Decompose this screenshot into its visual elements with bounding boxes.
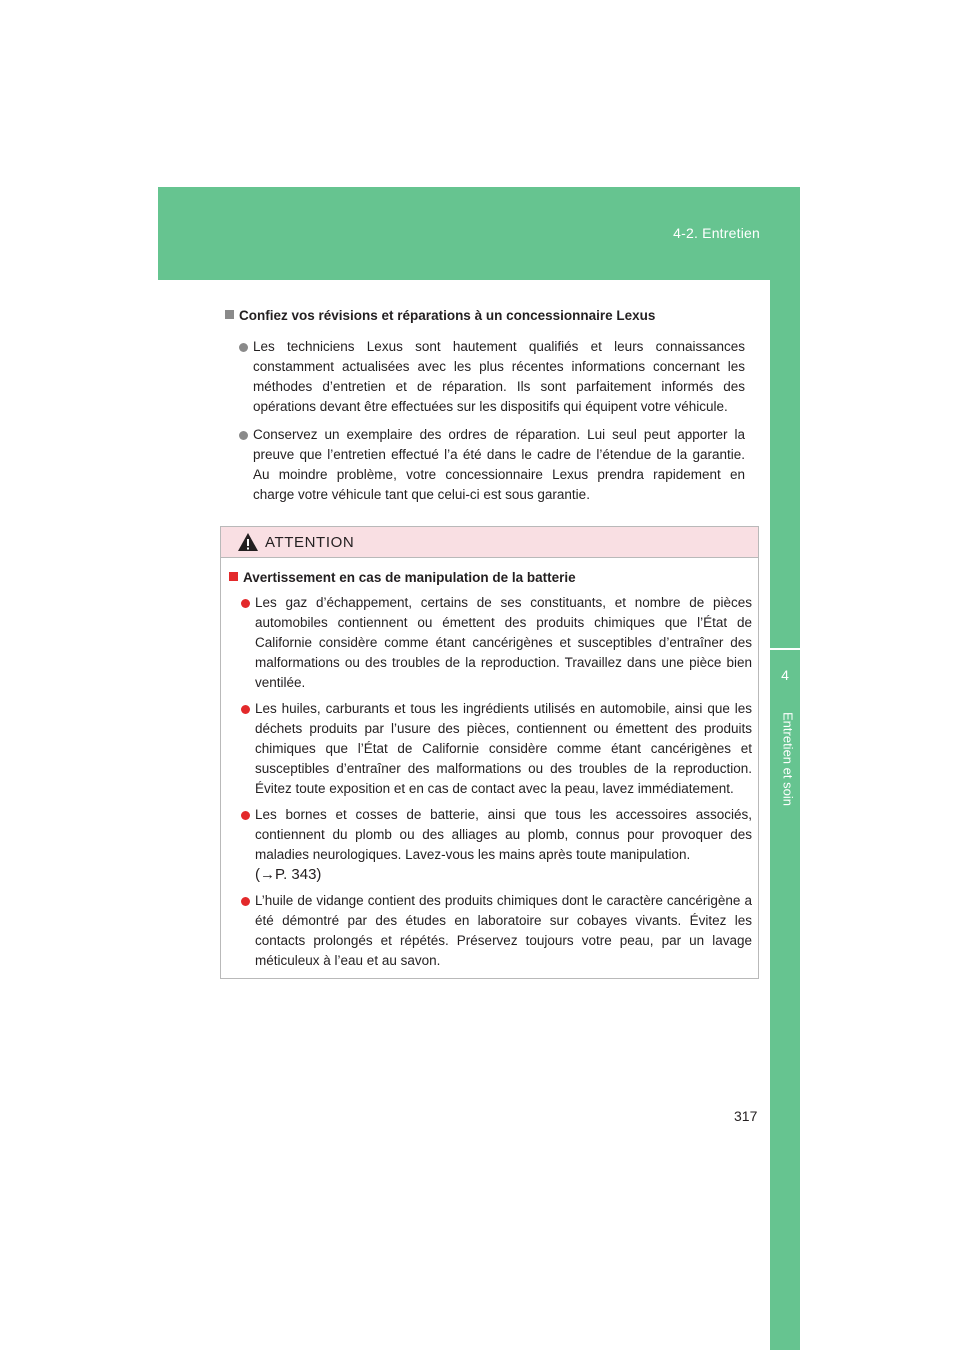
list-item [239, 337, 745, 417]
list-item-text: Conservez un exemplaire des ordres de réparation. Lui seul peut apporter la preuve que l’entretien effectué l’a été dans le cadre de l’étendue de la garantie. Au moindre problème, votre concessionnaire Lexus prendra rapidement en charge votre véhicule tant que celui-ci est sous garantie. [253, 427, 745, 502]
header-band [158, 187, 800, 280]
side-divider [770, 648, 800, 650]
warning-box [220, 526, 759, 979]
bullet-dot-icon [241, 897, 250, 906]
section-label: 4-2. Entretien [673, 225, 760, 241]
bullet-dot-icon [239, 343, 248, 352]
warning-heading-text: Avertissement en cas de manipulation de la batterie [243, 570, 576, 585]
list-item [239, 425, 745, 505]
warning-heading [229, 570, 752, 585]
list-item-text: Les gaz d’échappement, certains de ses constituants, et nombre de pièces automobiles contiennent ou émettent des produits chimiques que l’État de Californie considère comme étant cancérigènes et susceptibles d’entraîner des malformations ou des troubles de la reproduction. Travaillez dans une pièce bien ventilée. [255, 595, 752, 690]
list-item-text: Les huiles, carburants et tous les ingrédients utilisés en automobile, ainsi que les déchets produits par l’usure des pièces, contiennent ou émettent des produits chimiques que l’État de Californie considère comme étant cancérigènes et susceptibles d’entraîner des malformations ou des troubles de la reproduction. Évitez toute exposition et en cas de contact avec la peau, lavez immédiatement. [255, 701, 752, 796]
square-bullet-icon [225, 310, 234, 319]
warning-header [221, 527, 758, 558]
bullet-dot-icon [239, 431, 248, 440]
list-item-text: L’huile de vidange contient des produits chimiques dont le caractère cancérigène a été démontré par des études en laboratoire sur cobayes vivants. Évitez les contacts prolongés et répétés. Préservez toujours votre peau, par un lavage méticuleux à l’eau et au savon. [255, 893, 752, 968]
list-item-text: Les techniciens Lexus sont hautement qualifiés et leurs connaissances constamment actualisées avec les plus récentes informations concernant les méthodes d’entretien et de réparation. Ils sont parfaitement informés des opérations devant être effectuées sur les dispositifs qui équipent votre véhicule. [253, 339, 745, 414]
warning-title: ATTENTION [265, 533, 355, 551]
bullet-dot-icon [241, 599, 250, 608]
list-item-text [255, 805, 752, 885]
list-item [241, 891, 752, 971]
square-bullet-icon [229, 572, 238, 581]
intro-section [225, 308, 745, 513]
intro-heading-text: Confiez vos révisions et réparations à un concessionnaire Lexus [239, 308, 656, 323]
warning-body [221, 558, 758, 971]
list-item [241, 593, 752, 693]
page-number: 317 [734, 1108, 758, 1124]
intro-heading [225, 308, 745, 323]
bullet-dot-icon [241, 811, 250, 820]
bullet-dot-icon [241, 705, 250, 714]
list-item-body: Les bornes et cosses de batterie, ainsi que tous les accessoires associés, contiennent du plomb ou des alliages au plomb, connus pour provoquer des maladies neurologiques. Lavez-vous les mains après toute manipulation. [255, 807, 752, 862]
chapter-title-text: Entretien et soin [780, 712, 796, 806]
chapter-title [770, 712, 800, 842]
chapter-number: 4 [781, 667, 789, 683]
list-item [241, 805, 752, 885]
page-reference: (→P. 343) [255, 866, 322, 883]
list-item [241, 699, 752, 799]
warning-triangle-icon [237, 532, 259, 552]
side-band-upper [770, 280, 800, 648]
